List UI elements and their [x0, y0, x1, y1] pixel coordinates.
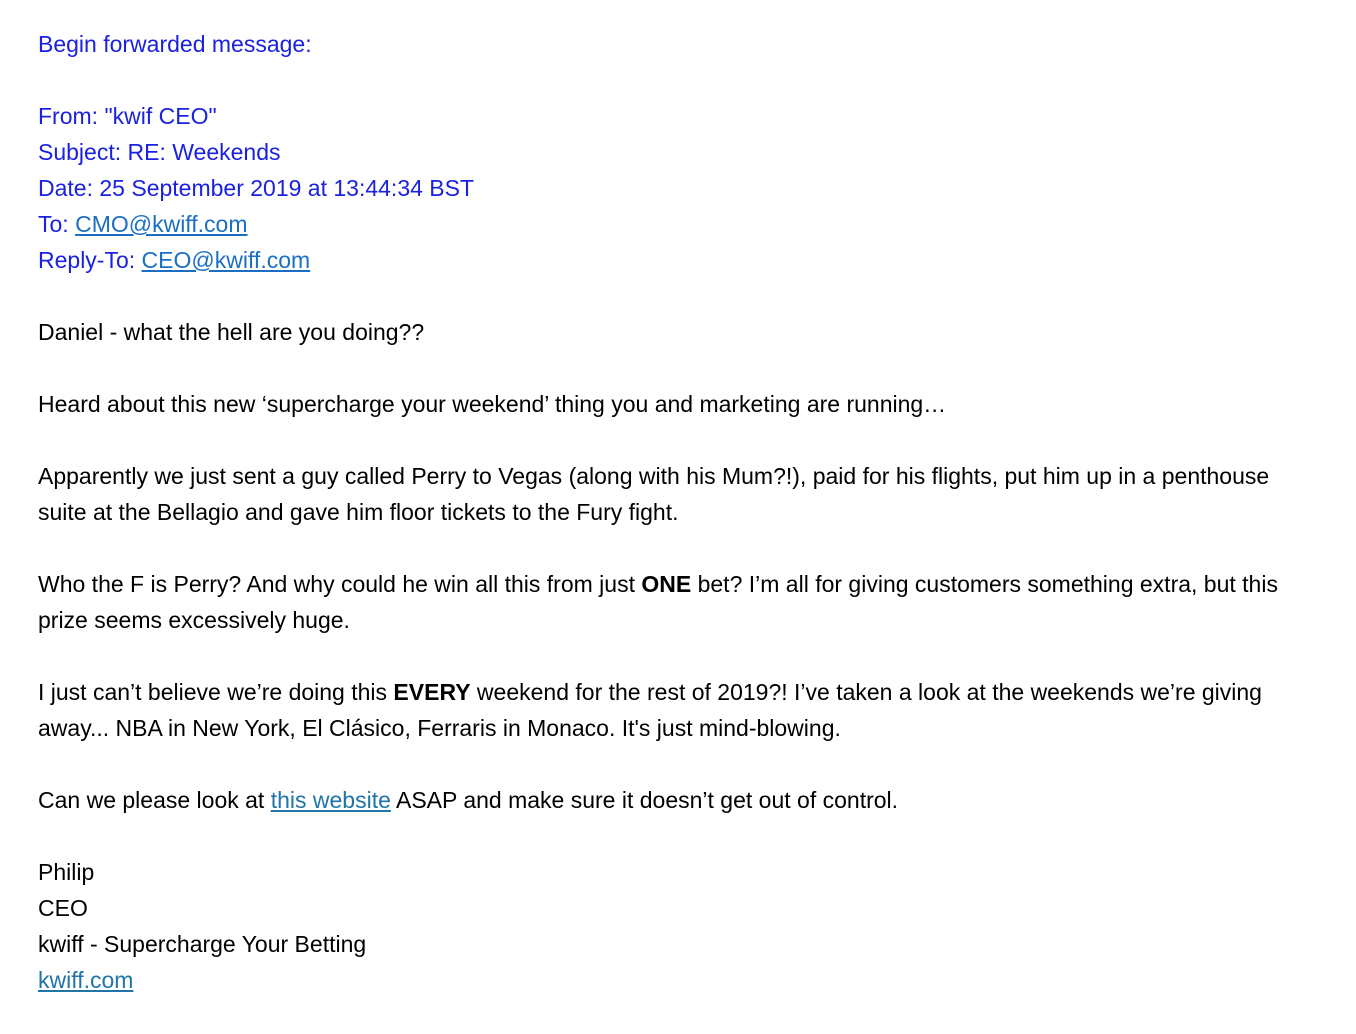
signature-title: CEO: [38, 895, 88, 921]
header-from: [38, 98, 1318, 134]
header-subject-label: Subject:: [38, 139, 122, 165]
spacer: [38, 638, 1318, 674]
email-message: [38, 26, 1318, 998]
paragraph-5-text-a: Can we please look at: [38, 787, 271, 813]
spacer: [38, 350, 1318, 386]
header-to: [38, 206, 1318, 242]
paragraph-3: [38, 566, 1318, 638]
header-date-label: Date:: [38, 175, 93, 201]
spacer: [38, 278, 1318, 314]
paragraph-3-text-a: Who the F is Perry? And why could he win all this from just: [38, 571, 642, 597]
signature-website-link[interactable]: kwiff.com: [38, 967, 134, 993]
forwarded-message-intro: Begin forwarded message:: [38, 31, 312, 57]
paragraph-4-bold: EVERY: [393, 679, 471, 705]
signature-name: Philip: [38, 859, 95, 885]
paragraph-2: Apparently we just sent a guy called Perry to Vegas (along with his Mum?!), paid for his flights, put him up in a penthouse suite at the Bellagio and gave him floor tickets to the Fury fight.: [38, 463, 1270, 525]
greeting: Daniel - what the hell are you doing??: [38, 319, 425, 345]
paragraph-3-bold: ONE: [641, 571, 692, 597]
header-subject: [38, 134, 1318, 170]
spacer: [38, 746, 1318, 782]
spacer: [38, 818, 1318, 854]
header-from-label: From:: [38, 103, 99, 129]
paragraph-5: [38, 782, 1318, 818]
reply-to-email-link[interactable]: CEO@kwiff.com: [141, 247, 311, 273]
header-to-label: To:: [38, 211, 69, 237]
paragraph-3-text-b: bet? I’m all for giving customers something extra, but this prize seems excessively huge.: [38, 571, 1278, 633]
spacer: [38, 422, 1318, 458]
header-reply-to-label: Reply-To:: [38, 247, 136, 273]
paragraph-4-text-a: I just can’t believe we’re doing this: [38, 679, 394, 705]
to-email-link[interactable]: CMO@kwiff.com: [75, 211, 248, 237]
header-from-value: "kwif CEO": [104, 103, 217, 129]
spacer: [38, 530, 1318, 566]
paragraph-4-text-b: weekend for the rest of 2019?! I’ve taken a look at the weekends we’re giving away... NBA in New York, El Clásico, Ferraris in Monaco. It's just mind-blowing.: [38, 679, 1262, 741]
header-date: [38, 170, 1318, 206]
signature-website-row: [38, 962, 1318, 998]
this-website-link[interactable]: this website: [270, 787, 391, 813]
paragraph-5-text-b: ASAP and make sure it doesn’t get out of control.: [390, 787, 899, 813]
paragraph-1: Heard about this new ‘supercharge your weekend’ thing you and marketing are running…: [38, 391, 947, 417]
header-date-value: 25 September 2019 at 13:44:34 BST: [99, 175, 475, 201]
paragraph-4: [38, 674, 1318, 746]
signature-company: kwiff - Supercharge Your Betting: [38, 931, 367, 957]
spacer: [38, 62, 1318, 98]
header-reply-to: [38, 242, 1318, 278]
header-subject-value: RE: Weekends: [127, 139, 281, 165]
